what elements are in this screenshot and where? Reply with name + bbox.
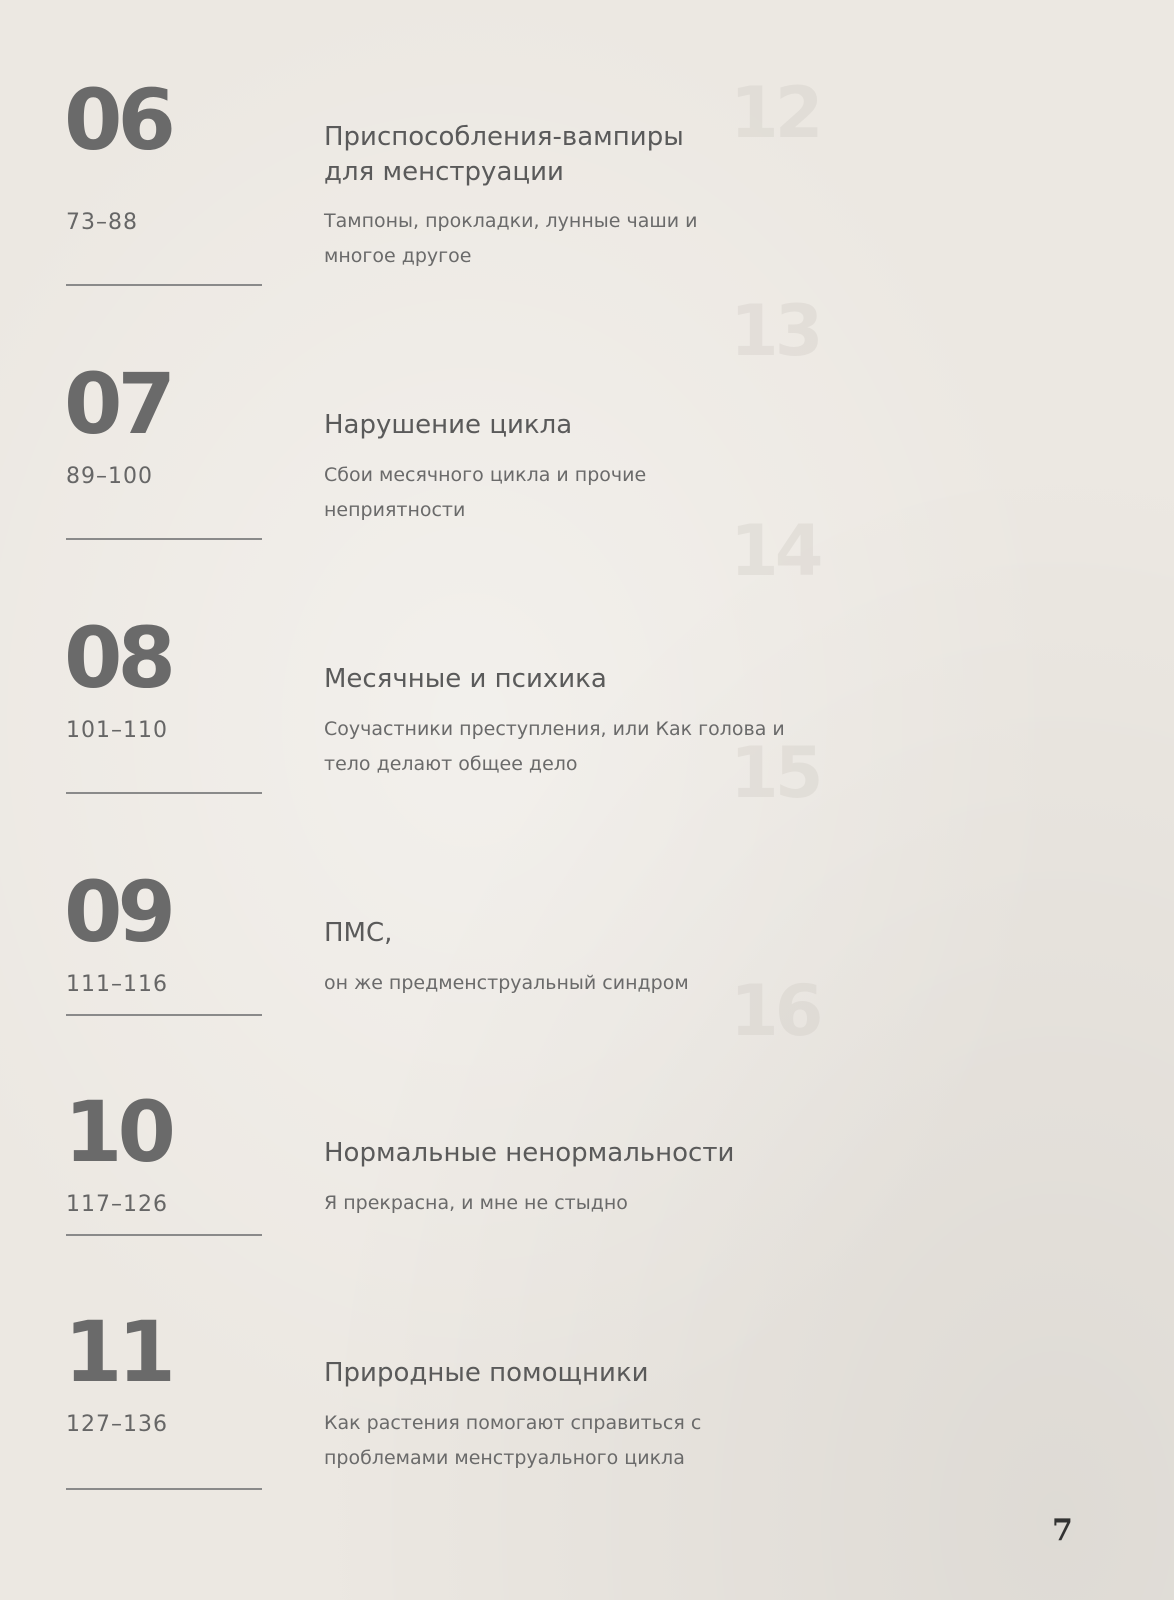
chapter-subtitle: Как растения помогают справиться с проблемами менструального цикла [324,1412,702,1469]
page-range: 73–88 [66,210,138,235]
chapter-subtitle: он же предменструальный синдром [324,972,689,994]
page-number: 7 [1052,1513,1073,1548]
page-range: 89–100 [66,464,153,489]
page-range: 101–110 [66,718,168,743]
page-range: 127–136 [66,1412,168,1437]
show-through-mark: 16 [730,970,820,1052]
chapter-number: 09 [64,863,171,961]
divider [66,792,262,794]
divider [66,284,262,286]
divider [66,1014,262,1016]
chapter-number: 11 [64,1303,171,1401]
chapter-subtitle: Сбои месячного цикла и прочие неприятности [324,464,647,521]
show-through-mark: 13 [730,290,820,372]
chapter-subtitle: Тампоны, прокладки, лунные чаши и многое другое [324,210,698,267]
chapter-number: 07 [64,355,171,453]
divider [66,538,262,540]
show-through-mark: 14 [730,510,820,592]
chapter-title: Нарушение цикла [324,410,573,440]
chapter-title: Приспособления-вампиры для менструации [324,122,684,187]
chapter-title: Месячные и психика [324,664,607,694]
chapter-title: ПМС, [324,918,393,948]
page-range: 117–126 [66,1192,168,1217]
chapter-number: 08 [64,609,171,707]
chapter-number: 10 [64,1083,171,1181]
chapter-number: 06 [64,71,171,169]
show-through-mark: 15 [730,732,820,814]
page-range: 111–116 [66,972,168,997]
chapter-title: Природные помощники [324,1358,649,1388]
divider [66,1234,262,1236]
divider [66,1488,262,1490]
chapter-subtitle: Соучастники преступления, или Как голова и тело делают общее дело [324,718,785,775]
show-through-mark: 12 [730,72,820,154]
chapter-title: Нормальные ненормальности [324,1138,735,1168]
chapter-subtitle: Я прекрасна, и мне не стыдно [324,1192,628,1214]
